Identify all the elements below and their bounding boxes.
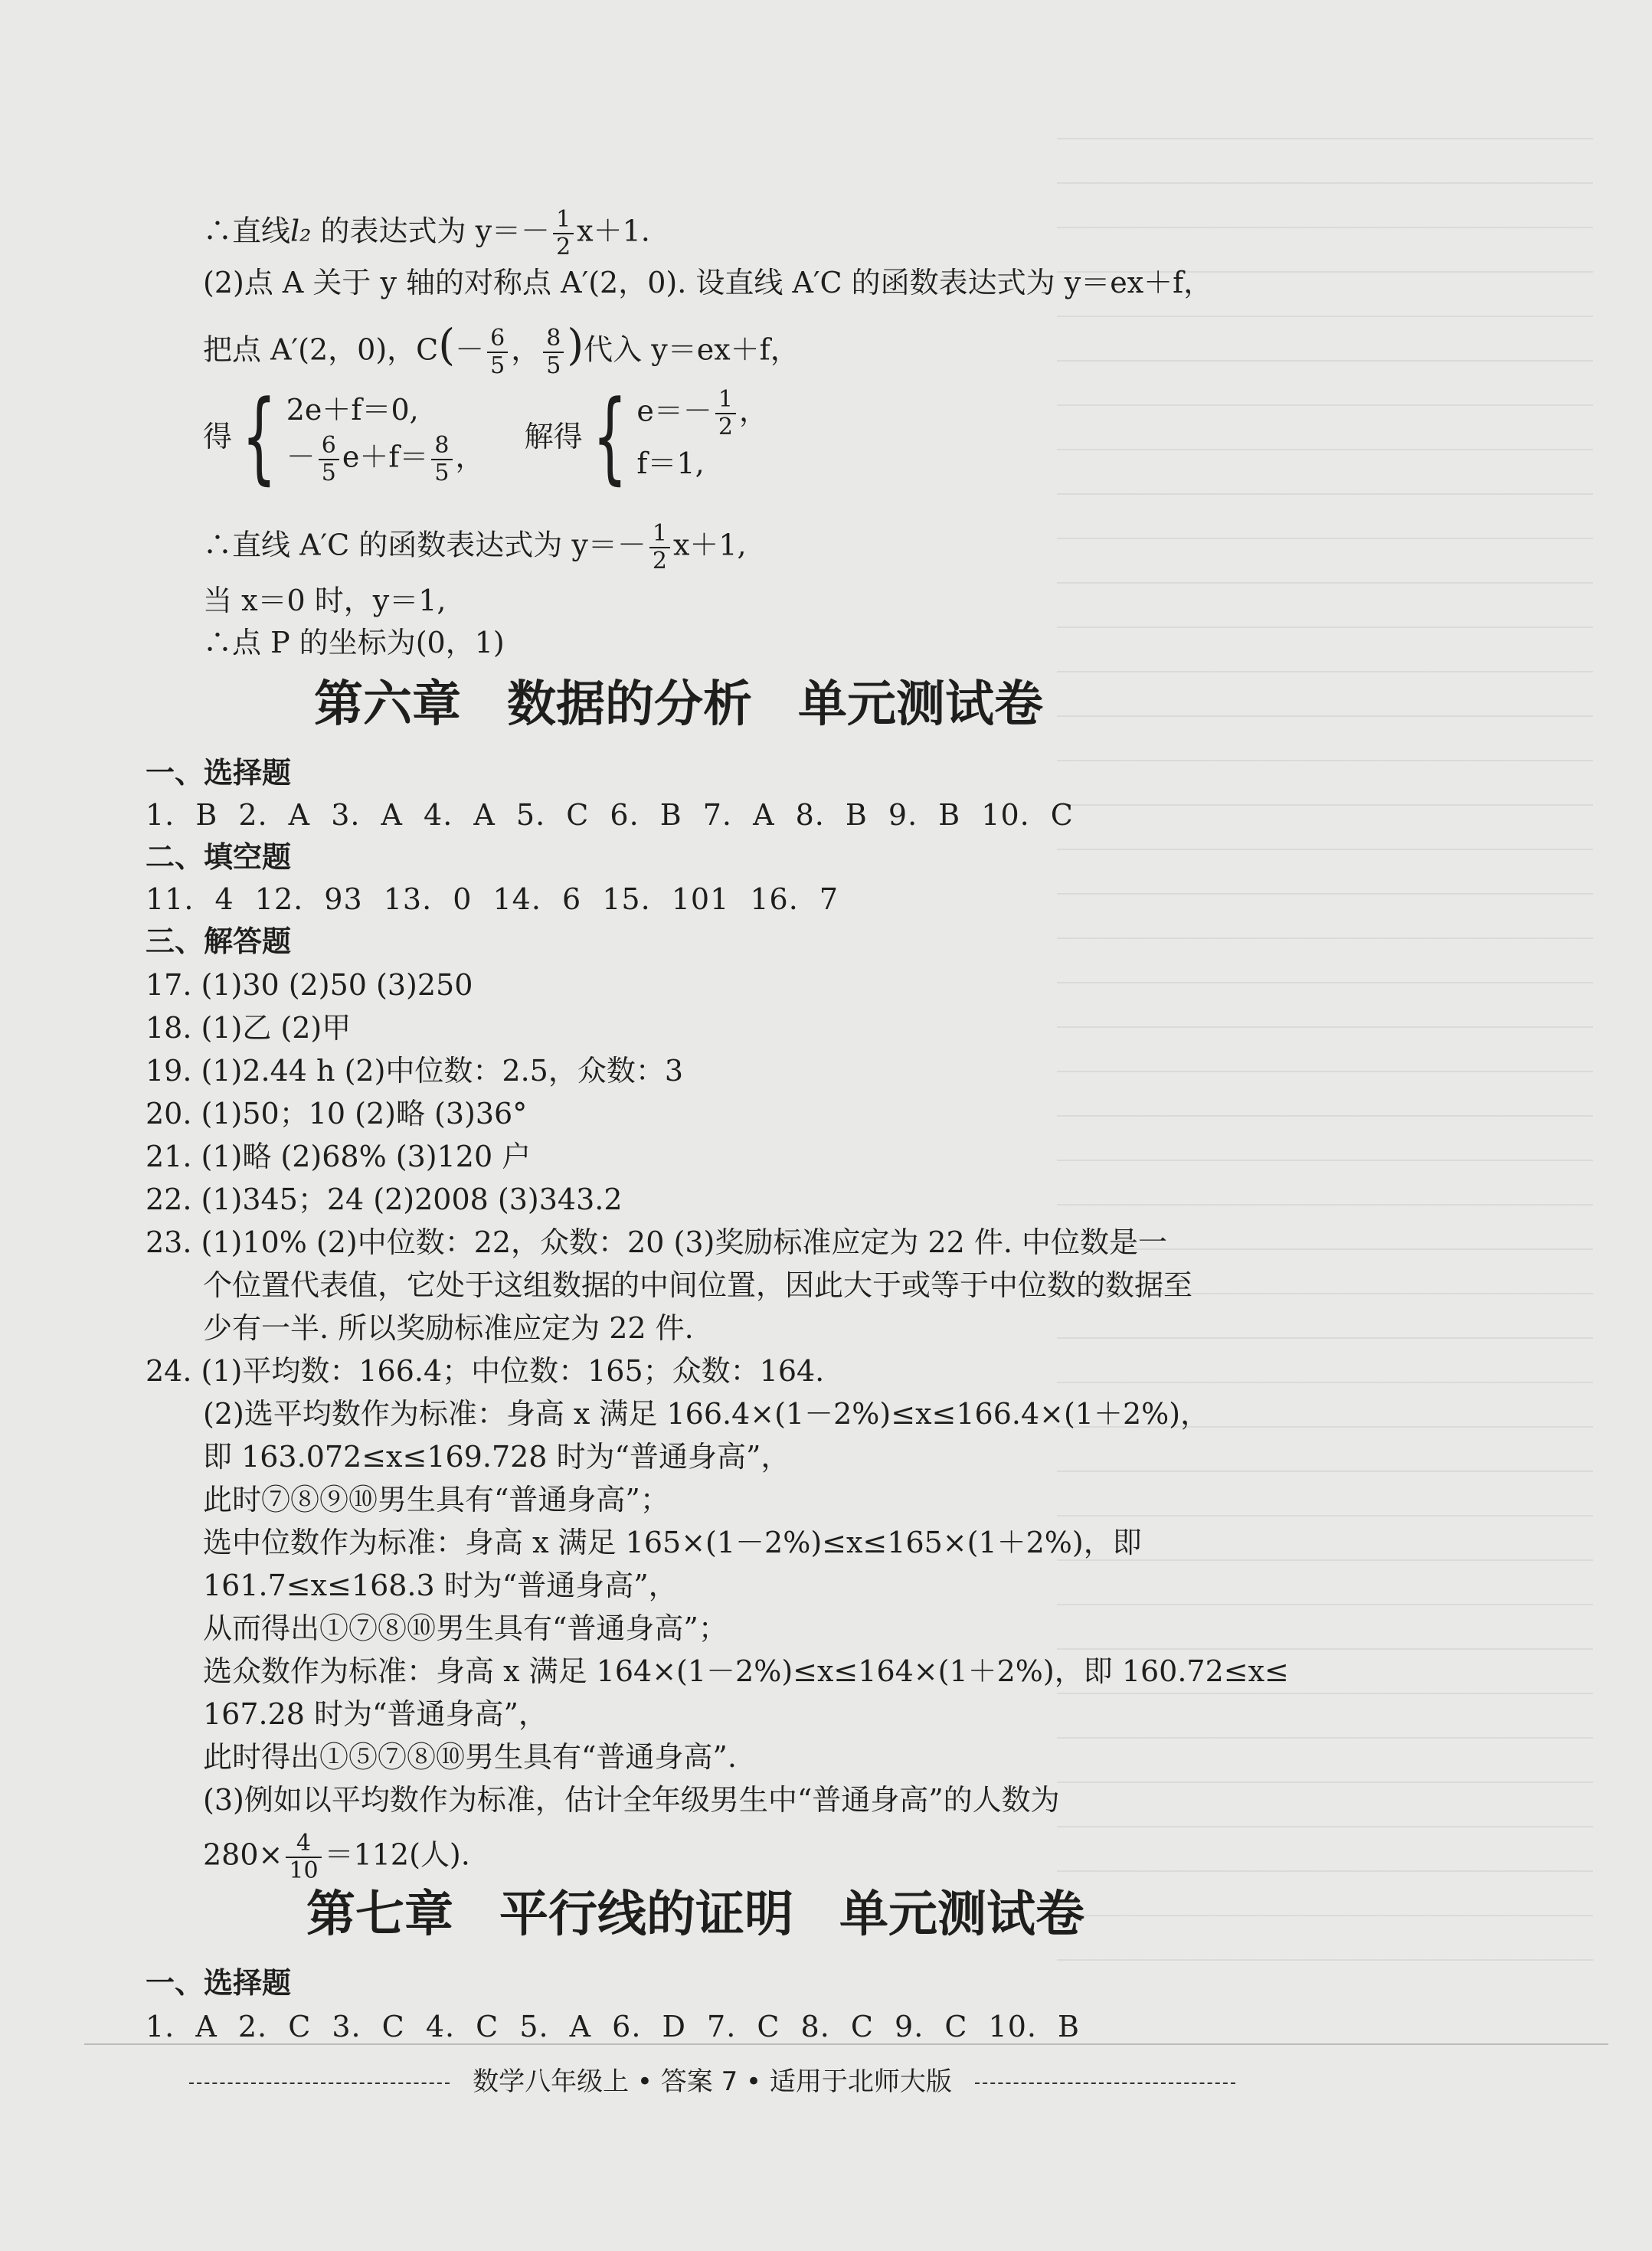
denominator: 2 <box>652 548 667 574</box>
fill-answers: 11. 4 12. 93 13. 0 14. 6 15. 101 16. 7 <box>146 882 839 916</box>
denominator: 2 <box>718 414 733 440</box>
solution-line-7: ∴点 P 的坐标为(0，1) <box>203 626 505 659</box>
numerator: 1 <box>649 521 670 548</box>
text: 280× <box>203 1837 283 1872</box>
text: ， <box>455 440 485 474</box>
text: 把点 A′(2，0)，C <box>203 332 439 367</box>
chapter-7-title <box>306 1884 1130 1945</box>
section-choice-heading: 一、选择题 <box>146 756 292 790</box>
choice-answers: 1. B 2. A 3. A 4. A 5. C 6. B 7. A 8. B 9. B 10. C <box>146 798 1074 832</box>
answer-23-line-2: 个位置代表值，它处于这组数据的中间位置，因此大于或等于中位数的数据至 <box>203 1268 1193 1302</box>
answer-18: 18. (1)乙 (2)甲 <box>146 1011 352 1045</box>
left-brace: { <box>241 378 277 495</box>
answer-24-line-9: 167.28 时为“普通身高”， <box>203 1697 548 1731</box>
denominator: 5 <box>434 460 450 486</box>
numerator: 1 <box>715 387 736 414</box>
answer-23-line-3: 少有一半. 所以奖励标准应定为 22 件. <box>203 1311 694 1345</box>
paren: ) <box>567 320 584 371</box>
answer-24-line-1: 24. (1)平均数：166.4；中位数：165；众数：164. <box>146 1354 825 1388</box>
answer-24-line-11: (3)例如以平均数作为标准，估计全年级男生中“普通身高”的人数为 <box>203 1783 1060 1817</box>
answer-24-line-7: 从而得出①⑦⑧⑩男生具有“普通身高”； <box>203 1611 728 1645</box>
numerator: 8 <box>543 326 564 353</box>
text: 代入 y＝ex＋f， <box>584 332 800 367</box>
solution-line-2: (2)点 A 关于 y 轴的对称点 A′(2，0). 设直线 A′C 的函数表达式为 y＝ex＋f， <box>203 266 1213 299</box>
text: 单元测试卷 <box>839 1886 1084 1943</box>
answer-24-line-4: 此时⑦⑧⑨⑩男生具有“普通身高”； <box>203 1483 669 1516</box>
answer-22: 22. (1)345；24 (2)2008 (3)343.2 <box>146 1183 623 1216</box>
numerator: 4 <box>286 1831 321 1858</box>
answer-17: 17. (1)30 (2)50 (3)250 <box>146 968 473 1002</box>
equation-system-line <box>203 378 768 502</box>
solution-line-5 <box>203 521 747 574</box>
divider <box>84 2043 1608 2045</box>
fraction <box>553 207 574 260</box>
page-footer <box>92 2060 1333 2098</box>
divider <box>975 2083 1235 2084</box>
footer-text: 数学八年级上 • 答案 7 • 适用于北师大版 <box>473 2066 952 2097</box>
answer-23-line-1: 23. (1)10% (2)中位数：22，众数：20 (3)奖励标准应定为 22 件. 中位数是一 <box>146 1225 1167 1259</box>
text: x＋1. <box>577 214 650 248</box>
text: e＋f＝ <box>342 440 429 474</box>
text: ∴直线 A′C 的函数表达式为 y＝－ <box>203 528 646 562</box>
solution-line-3: 把点 A′(2，0)，C(－ $\frac{6}{5}$ ， $\frac{8}{5}$ )代入 y＝ex＋f， <box>203 320 800 379</box>
answer-19: 19. (1)2.44 h (2)中位数：2.5，众数：3 <box>146 1054 684 1088</box>
answer-24-line-3: 即 163.072≤x≤169.728 时为“普通身高”， <box>203 1440 790 1474</box>
answer-24-line-2: (2)选平均数作为标准：身高 x 满足 166.4×(1－2%)≤x≤166.4×(1＋2%)， <box>203 1397 1210 1431</box>
answer-24-line-10: 此时得出①⑤⑦⑧⑩男生具有“普通身高”. <box>203 1740 737 1774</box>
text: 解得 <box>524 420 583 453</box>
text: 得 <box>203 420 233 453</box>
system-row-2 <box>286 433 485 486</box>
text: ∴直线 <box>203 214 291 248</box>
section-fill-heading: 二、填空题 <box>146 840 292 874</box>
numerator: 6 <box>487 326 508 353</box>
answer-24-line-8: 选众数作为标准：身高 x 满足 164×(1－2%)≤x≤164×(1＋2%)，即 160.72≤x≤ <box>203 1654 1289 1688</box>
text: 第六章 <box>314 676 461 733</box>
denominator: 5 <box>546 352 561 379</box>
fraction <box>543 326 564 379</box>
ch7-choice-answers: 1. A 2. C 3. C 4. C 5. A 6. D 7. C 8. C 9. C 10. B <box>146 2010 1080 2043</box>
text: 的表达式为 y＝－ <box>320 214 551 248</box>
text: 数据的分析 <box>507 676 752 733</box>
chapter-6-title <box>314 674 1089 735</box>
text: e＝－ <box>636 394 712 428</box>
system <box>286 387 485 486</box>
text: 平行线的证明 <box>499 1886 793 1943</box>
answer-24-line-5: 选中位数作为标准：身高 x 满足 165×(1－2%)≤x≤165×(1＋2%)，即 <box>203 1526 1142 1559</box>
fraction <box>649 521 670 574</box>
ch7-section-choice-heading: 一、选择题 <box>146 1966 292 2000</box>
text: 第七章 <box>306 1886 453 1943</box>
text: － <box>286 440 316 474</box>
denominator: 2 <box>556 234 571 260</box>
fraction <box>431 433 452 486</box>
denominator: 5 <box>321 460 336 486</box>
divider <box>189 2083 450 2084</box>
text: 单元测试卷 <box>798 676 1043 733</box>
answer-24-line-6: 161.7≤x≤168.3 时为“普通身高”， <box>203 1569 678 1602</box>
answer-20: 20. (1)50；10 (2)略 (3)36° <box>146 1097 528 1130</box>
numerator: 6 <box>319 433 339 460</box>
text: l₂ <box>290 214 312 248</box>
numerator: 8 <box>431 433 452 460</box>
numerator: 1 <box>553 207 574 234</box>
fraction <box>319 433 339 486</box>
fraction <box>715 387 736 440</box>
fraction <box>487 326 508 379</box>
solution-row-2: f＝1, <box>636 447 705 480</box>
answer-21: 21. (1)略 (2)68% (3)120 户 <box>146 1140 532 1173</box>
answer-24-line-12 <box>203 1831 470 1884</box>
paren: ( <box>438 320 456 371</box>
text: ＝112(人). <box>324 1837 470 1872</box>
solution-row-1 <box>636 387 768 440</box>
text: x＋1, <box>672 528 747 562</box>
text: ， <box>738 394 768 428</box>
solution-line-6: 当 x＝0 时，y＝1, <box>203 584 447 617</box>
left-brace: { <box>592 378 627 495</box>
solution-line-1 <box>203 207 650 260</box>
denominator: 10 <box>289 1857 319 1884</box>
solution-system <box>636 387 768 486</box>
system-row-1: 2e＋f＝0, <box>286 393 419 427</box>
fraction <box>286 1831 321 1884</box>
denominator: 5 <box>490 352 505 379</box>
section-solve-heading: 三、解答题 <box>146 924 292 958</box>
